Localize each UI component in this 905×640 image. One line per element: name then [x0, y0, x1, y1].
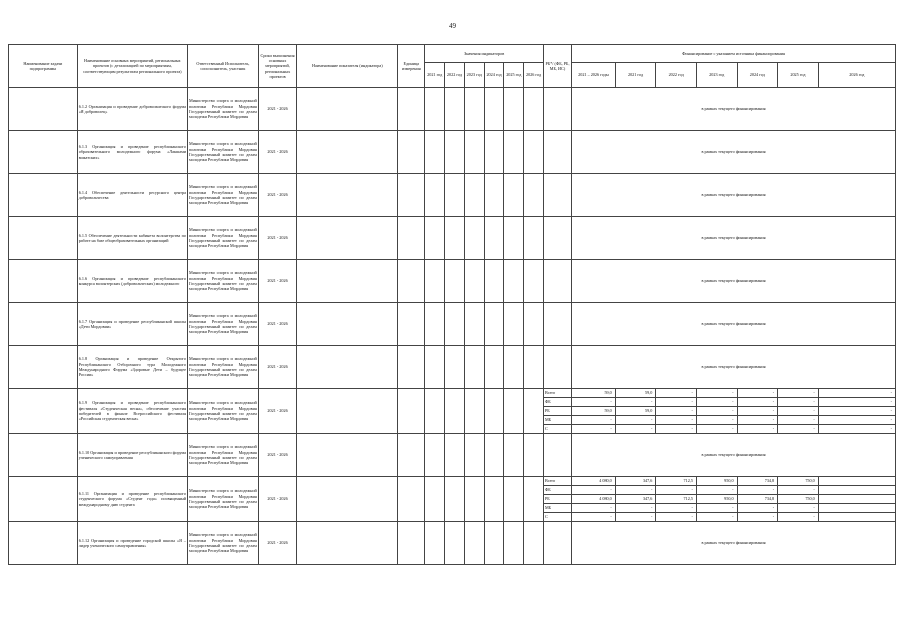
indicator-value-cell [484, 303, 504, 346]
table-row [9, 477, 896, 486]
task-cell [9, 346, 78, 389]
financing-value: - [572, 425, 616, 434]
header-indicator: Наименование показателя (индикатора) [297, 45, 398, 88]
financing-value: - [818, 398, 895, 407]
measure-name: 6.1.4 Обеспечение деятельности ресурсного центра добровольчества [77, 174, 187, 217]
header-task: Наименование задачи подпрограммы [9, 45, 78, 88]
financing-source: С [543, 513, 571, 522]
financing-value: - [696, 389, 737, 398]
measure-name: 6.1.8 Организация и проведение Открытого Республиканского Отборочного тура Молодежного Международного Форума «Здоровые Дети – будущее России» [77, 346, 187, 389]
indicator-value-cell [425, 389, 445, 434]
measure-name: 6.1.2 Организация и проведение добровольческого форума «Я доброволец» [77, 88, 187, 131]
financing-value: 59,0 [615, 407, 656, 416]
financing-value: 734,8 [737, 477, 778, 486]
unit-cell [398, 217, 425, 260]
current-financing-note: в рамках текущего финансирования [572, 88, 896, 131]
header-unit: Единица измерения [398, 45, 425, 88]
financing-value: - [737, 504, 778, 513]
financing-value: - [572, 504, 616, 513]
indicator-cell [297, 303, 398, 346]
indicator-value-cell [445, 217, 465, 260]
term-cell: 2021 - 2026 [258, 522, 297, 565]
financing-source: Всего [543, 477, 571, 486]
indicator-value-cell [504, 131, 524, 174]
financing-value: - [696, 398, 737, 407]
header-financing-year: 2023 год [696, 63, 737, 88]
financing-value: - [737, 425, 778, 434]
financing-value: 712,5 [656, 495, 697, 504]
indicator-value-cell [425, 346, 445, 389]
unit-cell [398, 434, 425, 477]
indicator-value-cell [484, 434, 504, 477]
measure-name: 6.1.9 Организация и проведение республиканского фестиваля «Студенческая весна», обеспечение участия победителей в финале Всероссийского фестиваля «Российская студенческая весна» [77, 389, 187, 434]
indicator-value-cell [425, 88, 445, 131]
financing-value: 750,0 [778, 477, 819, 486]
header-indicator-year: 2023 год [464, 63, 484, 88]
financing-value: - [656, 416, 697, 425]
indicator-value-cell [425, 522, 445, 565]
source-cell [543, 217, 571, 260]
program-table [8, 44, 896, 565]
financing-value: - [656, 407, 697, 416]
financing-value: - [615, 398, 656, 407]
financing-value: - [778, 513, 819, 522]
financing-value: 59,0 [572, 407, 616, 416]
indicator-value-cell [425, 477, 445, 522]
unit-cell [398, 260, 425, 303]
header-indicator-year: 2021 год [425, 63, 445, 88]
measure-name: 6.1.6 Организация и проведение республиканского конкурса волонтерских (добровольческих) молодежного [77, 260, 187, 303]
current-financing-note: в рамках текущего финансирования [572, 260, 896, 303]
indicator-value-cell [524, 88, 544, 131]
indicator-value-cell [464, 389, 484, 434]
responsible-cell: Министерство спорта и молодежной политики Республики Мордовия Государственный комитет по делам молодежи Республики Мордовия [188, 131, 259, 174]
financing-source: РБ [543, 495, 571, 504]
indicator-value-cell [504, 434, 524, 477]
indicator-value-cell [445, 131, 465, 174]
indicator-value-cell [504, 88, 524, 131]
task-cell [9, 389, 78, 434]
unit-cell [398, 389, 425, 434]
indicator-value-cell [445, 303, 465, 346]
indicator-value-cell [464, 174, 484, 217]
indicator-value-cell [484, 260, 504, 303]
indicator-value-cell [524, 522, 544, 565]
unit-cell [398, 477, 425, 522]
financing-value: - [778, 504, 819, 513]
financing-value [818, 486, 895, 495]
current-financing-note: в рамках текущего финансирования [572, 346, 896, 389]
source-cell [543, 260, 571, 303]
measure-name: 6.1.12 Организация и проведение городской школы «Я – лидер ученического самоуправления» [77, 522, 187, 565]
header-indicator-year: 2024 год [484, 63, 504, 88]
unit-cell [398, 174, 425, 217]
financing-value: - [778, 425, 819, 434]
header-indicator-year: 2022 год [445, 63, 465, 88]
indicator-value-cell [425, 174, 445, 217]
indicator-value-cell [524, 174, 544, 217]
indicator-value-cell [464, 217, 484, 260]
financing-value: - [656, 425, 697, 434]
indicator-value-cell [504, 389, 524, 434]
financing-source: ФБ [543, 486, 571, 495]
financing-value: - [656, 513, 697, 522]
indicator-cell [297, 217, 398, 260]
indicator-value-cell [524, 217, 544, 260]
financing-value: - [818, 407, 895, 416]
financing-value: - [696, 486, 737, 495]
term-cell: 2021 - 2026 [258, 477, 297, 522]
source-cell [543, 303, 571, 346]
table-row [9, 522, 896, 565]
financing-value: - [656, 398, 697, 407]
financing-value: 950,0 [696, 477, 737, 486]
financing-value: - [615, 416, 656, 425]
table-row [9, 303, 896, 346]
financing-source: МБ [543, 504, 571, 513]
header-financing-year: 2021 год [615, 63, 656, 88]
indicator-cell [297, 131, 398, 174]
financing-value: - [696, 513, 737, 522]
indicator-value-cell [425, 131, 445, 174]
unit-cell [398, 131, 425, 174]
term-cell: 2021 - 2026 [258, 174, 297, 217]
financing-value [818, 495, 895, 504]
task-cell [9, 303, 78, 346]
measure-name: 6.1.11 Организация и проведение республиканского студенческого форума «Студент года» посвященный международному дню студента [77, 477, 187, 522]
financing-value: - [818, 416, 895, 425]
financing-value: - [656, 389, 697, 398]
financing-value: - [615, 504, 656, 513]
financing-source: Всего [543, 389, 571, 398]
table-row [9, 260, 896, 303]
indicator-value-cell [484, 217, 504, 260]
current-financing-note: в рамках текущего финансирования [572, 174, 896, 217]
indicator-value-cell [425, 260, 445, 303]
measure-name: 6.1.7 Организация и проведение республиканской школы «Дети Мордовии» [77, 303, 187, 346]
financing-value: 59,0 [615, 389, 656, 398]
table-body [9, 88, 896, 565]
financing-source: РБ [543, 407, 571, 416]
financing-value: - [615, 513, 656, 522]
indicator-value-cell [445, 389, 465, 434]
term-cell: 2021 - 2026 [258, 131, 297, 174]
indicator-value-cell [445, 434, 465, 477]
indicator-value-cell [504, 217, 524, 260]
source-cell [543, 131, 571, 174]
unit-cell [398, 303, 425, 346]
indicator-value-cell [504, 522, 524, 565]
current-financing-note: в рамках текущего финансирования [572, 434, 896, 477]
header-measures: Наименование основных мероприятий, региональных проектов (с детализацией по мероприятиям, соответствующим результатам регионального проекта) [77, 45, 187, 88]
task-cell [9, 434, 78, 477]
source-cell [543, 88, 571, 131]
indicator-value-cell [464, 303, 484, 346]
header-source: РБ*/ (ФБ, РБ, МБ, ИС) [543, 45, 571, 88]
indicator-value-cell [445, 174, 465, 217]
financing-value: - [818, 389, 895, 398]
financing-value: - [737, 407, 778, 416]
header-financing-year: 2021 – 2026 годы [572, 63, 616, 88]
table-row [9, 346, 896, 389]
financing-value: - [737, 416, 778, 425]
indicator-value-cell [425, 217, 445, 260]
financing-value: - [778, 398, 819, 407]
table-row [9, 217, 896, 260]
unit-cell [398, 346, 425, 389]
indicator-value-cell [504, 346, 524, 389]
current-financing-note: в рамках текущего финансирования [572, 303, 896, 346]
financing-source: С [543, 425, 571, 434]
indicator-value-cell [524, 303, 544, 346]
indicator-cell [297, 88, 398, 131]
header-indicator-year: 2025 год [504, 63, 524, 88]
financing-value: 734,8 [737, 495, 778, 504]
financing-value [818, 513, 895, 522]
indicator-value-cell [445, 522, 465, 565]
indicator-value-cell [484, 477, 504, 522]
term-cell: 2021 - 2026 [258, 303, 297, 346]
financing-value: 4 080,0 [572, 495, 616, 504]
indicator-value-cell [504, 174, 524, 217]
source-cell [543, 346, 571, 389]
indicator-cell [297, 434, 398, 477]
financing-value [818, 477, 895, 486]
term-cell: 2021 - 2026 [258, 346, 297, 389]
table-row [9, 174, 896, 217]
source-cell [543, 434, 571, 477]
indicator-value-cell [464, 88, 484, 131]
indicator-value-cell [464, 346, 484, 389]
financing-value: - [778, 416, 819, 425]
header-financing-year: 2024 год [737, 63, 778, 88]
indicator-value-cell [484, 88, 504, 131]
financing-value: - [696, 504, 737, 513]
indicator-value-cell [524, 434, 544, 477]
term-cell: 2021 - 2026 [258, 260, 297, 303]
responsible-cell: Министерство спорта и молодежной политики Республики Мордовия Государственный комитет по делам молодежи Республики Мордовия [188, 434, 259, 477]
financing-source: ФБ [543, 398, 571, 407]
financing-value: - [572, 513, 616, 522]
indicator-value-cell [445, 260, 465, 303]
responsible-cell: Министерство спорта и молодежной политики Республики Мордовия Государственный комитет по делам молодежи Республики Мордовия [188, 522, 259, 565]
financing-value: - [818, 425, 895, 434]
indicator-value-cell [464, 260, 484, 303]
indicator-value-cell [504, 260, 524, 303]
financing-value: - [737, 398, 778, 407]
header-values: Значения индикаторов [425, 45, 544, 63]
financing-value: 712,5 [656, 477, 697, 486]
responsible-cell: Министерство спорта и молодежной политики Республики Мордовия Государственный комитет по делам молодежи Республики Мордовия [188, 88, 259, 131]
financing-value: 347,6 [615, 495, 656, 504]
table-row [9, 131, 896, 174]
responsible-cell: Министерство спорта и молодежной политики Республики Мордовия Государственный комитет по делам молодежи Республики Мордовия [188, 389, 259, 434]
indicator-value-cell [524, 260, 544, 303]
indicator-value-cell [504, 477, 524, 522]
header-indicator-year: 2026 год [524, 63, 544, 88]
financing-value: 4 080,0 [572, 477, 616, 486]
responsible-cell: Министерство спорта и молодежной политики Республики Мордовия Государственный комитет по делам молодежи Республики Мордовия [188, 303, 259, 346]
indicator-value-cell [524, 477, 544, 522]
indicator-value-cell [484, 131, 504, 174]
financing-value: 59,0 [572, 389, 616, 398]
responsible-cell: Министерство спорта и молодежной политики Республики Мордовия Государственный комитет по делам молодежи Республики Мордовия [188, 260, 259, 303]
indicator-value-cell [445, 346, 465, 389]
responsible-cell: Министерство спорта и молодежной политики Республики Мордовия Государственный комитет по делам молодежи Республики Мордовия [188, 477, 259, 522]
responsible-cell: Министерство спорта и молодежной политики Республики Мордовия Государственный комитет по делам молодежи Республики Мордовия [188, 217, 259, 260]
current-financing-note: в рамках текущего финансирования [572, 522, 896, 565]
indicator-value-cell [425, 434, 445, 477]
indicator-value-cell [504, 303, 524, 346]
indicator-value-cell [425, 303, 445, 346]
header-financing-year: 2026 год [818, 63, 895, 88]
current-financing-note: в рамках текущего финансирования [572, 131, 896, 174]
indicator-value-cell [445, 88, 465, 131]
financing-source: МБ [543, 416, 571, 425]
source-cell [543, 522, 571, 565]
indicator-value-cell [464, 477, 484, 522]
indicator-value-cell [524, 131, 544, 174]
indicator-value-cell [484, 174, 504, 217]
financing-value: - [572, 486, 616, 495]
current-financing-note: в рамках текущего финансирования [572, 217, 896, 260]
financing-value: - [656, 504, 697, 513]
indicator-value-cell [524, 346, 544, 389]
task-cell [9, 131, 78, 174]
indicator-cell [297, 522, 398, 565]
indicator-cell [297, 477, 398, 522]
indicator-cell [297, 174, 398, 217]
indicator-cell [297, 260, 398, 303]
term-cell: 2021 - 2026 [258, 217, 297, 260]
financing-value: 750,0 [778, 495, 819, 504]
financing-value: - [778, 407, 819, 416]
task-cell [9, 260, 78, 303]
financing-value: - [615, 486, 656, 495]
table-row [9, 389, 896, 398]
financing-value: - [696, 425, 737, 434]
indicator-cell [297, 389, 398, 434]
financing-value: 950,0 [696, 495, 737, 504]
financing-value: - [696, 416, 737, 425]
financing-value: - [778, 486, 819, 495]
header-term: Сроки выполнения основных мероприятий, региональных проектов [258, 45, 297, 88]
responsible-cell: Министерство спорта и молодежной политики Республики Мордовия Государственный комитет по делам молодежи Республики Мордовия [188, 346, 259, 389]
task-cell [9, 477, 78, 522]
header-financing: Финансирование с указанием источника финансирования [572, 45, 896, 63]
financing-value: - [656, 486, 697, 495]
financing-value: - [572, 416, 616, 425]
indicator-cell [297, 346, 398, 389]
indicator-value-cell [464, 434, 484, 477]
financing-value: - [737, 389, 778, 398]
header-responsible: Ответственный Исполнитель, соисполнитель, участник [188, 45, 259, 88]
header-financing-year: 2025 год [778, 63, 819, 88]
financing-value: - [615, 425, 656, 434]
term-cell: 2021 - 2026 [258, 434, 297, 477]
measure-name: 6.1.10 Организация и проведение республиканского форума ученического самоуправления [77, 434, 187, 477]
indicator-value-cell [464, 522, 484, 565]
financing-value: - [572, 398, 616, 407]
responsible-cell: Министерство спорта и молодежной политики Республики Мордовия Государственный комитет по делам молодежи Республики Мордовия [188, 174, 259, 217]
header-financing-year: 2022 год [656, 63, 697, 88]
indicator-value-cell [464, 131, 484, 174]
financing-value [818, 504, 895, 513]
indicator-value-cell [524, 389, 544, 434]
financing-value: - [696, 407, 737, 416]
task-cell [9, 88, 78, 131]
measure-name: 6.1.5 Обеспечение деятельности кабинета волонтерства по работе на базе общеобразовательных организаций [77, 217, 187, 260]
financing-value: 347,6 [615, 477, 656, 486]
table-header [9, 45, 896, 88]
indicator-value-cell [484, 522, 504, 565]
term-cell: 2021 - 2026 [258, 389, 297, 434]
financing-value: - [778, 389, 819, 398]
indicator-value-cell [484, 346, 504, 389]
financing-value: - [737, 513, 778, 522]
measure-name: 6.1.3 Организация и проведение республиканского образовательного молодежного форума «Лакшами вожатских» [77, 131, 187, 174]
source-cell [543, 174, 571, 217]
table-row [9, 434, 896, 477]
term-cell: 2021 - 2026 [258, 88, 297, 131]
unit-cell [398, 88, 425, 131]
page-number: 49 [449, 22, 456, 30]
task-cell [9, 522, 78, 565]
indicator-value-cell [445, 477, 465, 522]
task-cell [9, 174, 78, 217]
unit-cell [398, 522, 425, 565]
financing-value: - [737, 486, 778, 495]
task-cell [9, 217, 78, 260]
table-row [9, 88, 896, 131]
indicator-value-cell [484, 389, 504, 434]
